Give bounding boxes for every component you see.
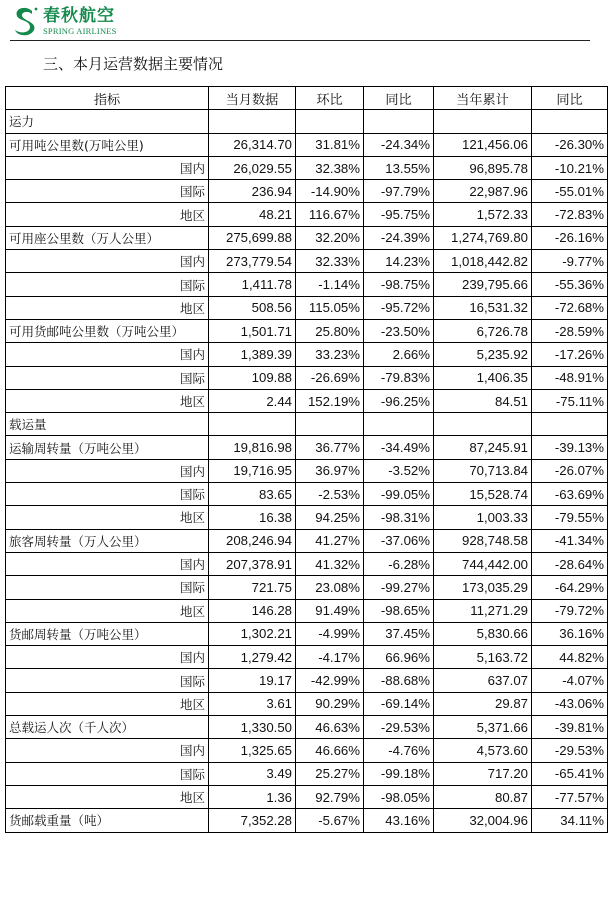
- cell-mom: 31.81%: [296, 133, 364, 156]
- cell-ytd: 80.87: [434, 785, 532, 808]
- cell-yoy: -24.34%: [364, 133, 434, 156]
- cell-ytd: 22,987.96: [434, 180, 532, 203]
- cell-yoy: -6.28%: [364, 552, 434, 575]
- table-row: [6, 552, 608, 575]
- cell-ytd-yoy: 44.82%: [532, 646, 608, 669]
- cell-ytd: 1,274,769.80: [434, 226, 532, 249]
- table-row: [6, 809, 608, 832]
- cell-monthly-data: [209, 413, 296, 436]
- cell-mom: -2.53%: [296, 483, 364, 506]
- table-row: [6, 319, 608, 342]
- table-row: [6, 716, 608, 739]
- cell-ytd-yoy: -75.11%: [532, 389, 608, 412]
- cell-ytd-yoy: -9.77%: [532, 250, 608, 273]
- sub-indicator-label: 国际: [6, 762, 209, 785]
- cell-monthly-data: 1,279.42: [209, 646, 296, 669]
- table-row: [6, 622, 608, 645]
- cell-monthly-data: 146.28: [209, 599, 296, 622]
- cell-ytd-yoy: -26.30%: [532, 133, 608, 156]
- cell-yoy: [364, 413, 434, 436]
- cell-ytd: 11,271.29: [434, 599, 532, 622]
- cell-ytd-yoy: -39.81%: [532, 716, 608, 739]
- table-row: [6, 739, 608, 762]
- cell-ytd-yoy: -39.13%: [532, 436, 608, 459]
- cell-ytd: 1,018,442.82: [434, 250, 532, 273]
- cell-mom: 32.20%: [296, 226, 364, 249]
- sub-indicator-label: 国际: [6, 483, 209, 506]
- table-row: [6, 366, 608, 389]
- cell-monthly-data: 3.61: [209, 692, 296, 715]
- table-row: [6, 762, 608, 785]
- cell-yoy: -99.05%: [364, 483, 434, 506]
- cell-monthly-data: 83.65: [209, 483, 296, 506]
- cell-monthly-data: 19.17: [209, 669, 296, 692]
- cell-yoy: 43.16%: [364, 809, 434, 832]
- cell-mom: 90.29%: [296, 692, 364, 715]
- cell-ytd-yoy: -64.29%: [532, 576, 608, 599]
- cell-yoy: -98.05%: [364, 785, 434, 808]
- cell-yoy: -98.75%: [364, 273, 434, 296]
- cell-ytd-yoy: -72.83%: [532, 203, 608, 226]
- cell-ytd-yoy: -28.64%: [532, 552, 608, 575]
- cell-ytd: 928,748.58: [434, 529, 532, 552]
- table-row: [6, 273, 608, 296]
- logo-cn-text: 春秋航空: [43, 5, 115, 26]
- cell-ytd-yoy: 34.11%: [532, 809, 608, 832]
- cell-mom: 36.97%: [296, 459, 364, 482]
- cell-ytd-yoy: -77.57%: [532, 785, 608, 808]
- cell-monthly-data: 236.94: [209, 180, 296, 203]
- indicator-label: 总载运人次（千人次）: [6, 716, 209, 739]
- cell-ytd: [434, 110, 532, 133]
- cell-ytd: 1,572.33: [434, 203, 532, 226]
- table-row: [6, 343, 608, 366]
- cell-ytd-yoy: [532, 110, 608, 133]
- cell-ytd: 5,163.72: [434, 646, 532, 669]
- table-row: [6, 669, 608, 692]
- cell-mom: 152.19%: [296, 389, 364, 412]
- cell-ytd: 5,830.66: [434, 622, 532, 645]
- cell-yoy: 13.55%: [364, 156, 434, 179]
- cell-ytd: 239,795.66: [434, 273, 532, 296]
- cell-ytd-yoy: -4.07%: [532, 669, 608, 692]
- cell-mom: [296, 110, 364, 133]
- sub-indicator-label: 国内: [6, 552, 209, 575]
- cell-monthly-data: [209, 110, 296, 133]
- sub-indicator-label: 国内: [6, 156, 209, 179]
- indicator-label: 运输周转量（万吨公里）: [6, 436, 209, 459]
- cell-ytd-yoy: -10.21%: [532, 156, 608, 179]
- column-header-yoy: 同比: [364, 87, 434, 110]
- cell-ytd-yoy: [532, 413, 608, 436]
- sub-indicator-label: 国内: [6, 739, 209, 762]
- cell-yoy: -3.52%: [364, 459, 434, 482]
- column-header-indicator: 指标: [6, 87, 209, 110]
- table-row: [6, 250, 608, 273]
- logo-en-text: SPRING AIRLINES: [43, 25, 117, 36]
- table-row: [6, 506, 608, 529]
- cell-mom: 41.27%: [296, 529, 364, 552]
- sub-indicator-label: 国际: [6, 273, 209, 296]
- table-row: [6, 785, 608, 808]
- cell-ytd: 4,573.60: [434, 739, 532, 762]
- cell-ytd: 637.07: [434, 669, 532, 692]
- cell-mom: -1.14%: [296, 273, 364, 296]
- spring-logo-icon: [10, 5, 40, 37]
- cell-mom: 25.80%: [296, 319, 364, 342]
- cell-monthly-data: 19,816.98: [209, 436, 296, 459]
- cell-monthly-data: 1,389.39: [209, 343, 296, 366]
- cell-ytd: 70,713.84: [434, 459, 532, 482]
- sub-indicator-label: 国际: [6, 180, 209, 203]
- cell-yoy: -37.06%: [364, 529, 434, 552]
- cell-yoy: -95.75%: [364, 203, 434, 226]
- cell-monthly-data: 207,378.91: [209, 552, 296, 575]
- table-row: [6, 156, 608, 179]
- table-row: [6, 296, 608, 319]
- section-row: [6, 413, 608, 436]
- cell-ytd-yoy: -48.91%: [532, 366, 608, 389]
- cell-monthly-data: 19,716.95: [209, 459, 296, 482]
- cell-ytd: 5,235.92: [434, 343, 532, 366]
- cell-yoy: -4.76%: [364, 739, 434, 762]
- sub-indicator-label: 国内: [6, 459, 209, 482]
- table-row: [6, 180, 608, 203]
- cell-monthly-data: 721.75: [209, 576, 296, 599]
- table-row: [6, 459, 608, 482]
- table-row: [6, 389, 608, 412]
- cell-ytd: 173,035.29: [434, 576, 532, 599]
- cell-ytd-yoy: -79.55%: [532, 506, 608, 529]
- cell-yoy: 14.23%: [364, 250, 434, 273]
- column-header-monthly-data: 当月数据: [209, 87, 296, 110]
- cell-yoy: -34.49%: [364, 436, 434, 459]
- sub-indicator-label: 国内: [6, 250, 209, 273]
- cell-mom: 32.38%: [296, 156, 364, 179]
- cell-monthly-data: 1.36: [209, 785, 296, 808]
- cell-ytd: 1,406.35: [434, 366, 532, 389]
- cell-monthly-data: 208,246.94: [209, 529, 296, 552]
- cell-ytd-yoy: -41.34%: [532, 529, 608, 552]
- cell-ytd: 717.20: [434, 762, 532, 785]
- cell-monthly-data: 1,411.78: [209, 273, 296, 296]
- cell-mom: -4.99%: [296, 622, 364, 645]
- sub-indicator-label: 地区: [6, 692, 209, 715]
- cell-mom: 25.27%: [296, 762, 364, 785]
- cell-mom: 32.33%: [296, 250, 364, 273]
- cell-mom: 23.08%: [296, 576, 364, 599]
- cell-monthly-data: 508.56: [209, 296, 296, 319]
- cell-ytd: 744,442.00: [434, 552, 532, 575]
- cell-ytd-yoy: -26.16%: [532, 226, 608, 249]
- cell-ytd-yoy: -72.68%: [532, 296, 608, 319]
- cell-ytd-yoy: -28.59%: [532, 319, 608, 342]
- cell-monthly-data: 1,501.71: [209, 319, 296, 342]
- cell-ytd-yoy: -55.01%: [532, 180, 608, 203]
- cell-yoy: 37.45%: [364, 622, 434, 645]
- cell-monthly-data: 1,325.65: [209, 739, 296, 762]
- cell-yoy: -79.83%: [364, 366, 434, 389]
- column-header-mom: 环比: [296, 87, 364, 110]
- section-label: 载运量: [6, 413, 209, 436]
- cell-yoy: 2.66%: [364, 343, 434, 366]
- cell-monthly-data: 48.21: [209, 203, 296, 226]
- cell-yoy: [364, 110, 434, 133]
- cell-yoy: -98.31%: [364, 506, 434, 529]
- table-row: [6, 529, 608, 552]
- cell-yoy: -23.50%: [364, 319, 434, 342]
- cell-ytd-yoy: -65.41%: [532, 762, 608, 785]
- cell-yoy: -95.72%: [364, 296, 434, 319]
- cell-mom: 92.79%: [296, 785, 364, 808]
- cell-mom: [296, 413, 364, 436]
- cell-ytd: [434, 413, 532, 436]
- cell-monthly-data: 26,029.55: [209, 156, 296, 179]
- cell-yoy: -99.18%: [364, 762, 434, 785]
- cell-ytd: 121,456.06: [434, 133, 532, 156]
- sub-indicator-label: 国际: [6, 576, 209, 599]
- cell-mom: 41.32%: [296, 552, 364, 575]
- cell-ytd: 96,895.78: [434, 156, 532, 179]
- table-row: [6, 483, 608, 506]
- cell-monthly-data: 109.88: [209, 366, 296, 389]
- sub-indicator-label: 国际: [6, 669, 209, 692]
- cell-mom: 115.05%: [296, 296, 364, 319]
- cell-mom: -42.99%: [296, 669, 364, 692]
- cell-mom: 33.23%: [296, 343, 364, 366]
- cell-mom: 36.77%: [296, 436, 364, 459]
- cell-yoy: 66.96%: [364, 646, 434, 669]
- spring-airlines-logo: [10, 4, 117, 38]
- section-row: [6, 110, 608, 133]
- cell-yoy: -99.27%: [364, 576, 434, 599]
- cell-mom: 116.67%: [296, 203, 364, 226]
- indicator-label: 可用货邮吨公里数（万吨公里）: [6, 319, 209, 342]
- section-label: 运力: [6, 110, 209, 133]
- table-row: [6, 576, 608, 599]
- cell-mom: -14.90%: [296, 180, 364, 203]
- cell-mom: -5.67%: [296, 809, 364, 832]
- cell-ytd: 15,528.74: [434, 483, 532, 506]
- cell-ytd: 16,531.32: [434, 296, 532, 319]
- cell-yoy: -29.53%: [364, 716, 434, 739]
- table-row: [6, 226, 608, 249]
- cell-yoy: -96.25%: [364, 389, 434, 412]
- cell-ytd-yoy: -17.26%: [532, 343, 608, 366]
- section-heading: 三、本月运营数据主要情况: [43, 55, 224, 73]
- cell-yoy: -69.14%: [364, 692, 434, 715]
- cell-yoy: -24.39%: [364, 226, 434, 249]
- table-row: [6, 692, 608, 715]
- cell-monthly-data: 26,314.70: [209, 133, 296, 156]
- cell-mom: 46.63%: [296, 716, 364, 739]
- cell-ytd: 5,371.66: [434, 716, 532, 739]
- cell-yoy: -88.68%: [364, 669, 434, 692]
- cell-monthly-data: 1,330.50: [209, 716, 296, 739]
- cell-monthly-data: 273,779.54: [209, 250, 296, 273]
- sub-indicator-label: 地区: [6, 203, 209, 226]
- table-row: [6, 436, 608, 459]
- sub-indicator-label: 地区: [6, 389, 209, 412]
- sub-indicator-label: 地区: [6, 506, 209, 529]
- cell-ytd-yoy: -26.07%: [532, 459, 608, 482]
- cell-monthly-data: 2.44: [209, 389, 296, 412]
- cell-monthly-data: 275,699.88: [209, 226, 296, 249]
- cell-ytd-yoy: -55.36%: [532, 273, 608, 296]
- cell-mom: -26.69%: [296, 366, 364, 389]
- operating-data-table: [5, 86, 608, 833]
- indicator-label: 可用座公里数（万人公里）: [6, 226, 209, 249]
- cell-ytd: 1,003.33: [434, 506, 532, 529]
- table-row: [6, 203, 608, 226]
- table-header-row: [6, 87, 608, 110]
- cell-yoy: -98.65%: [364, 599, 434, 622]
- sub-indicator-label: 地区: [6, 296, 209, 319]
- cell-ytd: 87,245.91: [434, 436, 532, 459]
- cell-ytd-yoy: -29.53%: [532, 739, 608, 762]
- cell-monthly-data: 1,302.21: [209, 622, 296, 645]
- cell-ytd-yoy: -79.72%: [532, 599, 608, 622]
- cell-mom: 46.66%: [296, 739, 364, 762]
- cell-ytd-yoy: -43.06%: [532, 692, 608, 715]
- sub-indicator-label: 地区: [6, 785, 209, 808]
- indicator-label: 货邮周转量（万吨公里）: [6, 622, 209, 645]
- cell-ytd-yoy: -63.69%: [532, 483, 608, 506]
- cell-yoy: -97.79%: [364, 180, 434, 203]
- cell-monthly-data: 7,352.28: [209, 809, 296, 832]
- cell-mom: -4.17%: [296, 646, 364, 669]
- sub-indicator-label: 国内: [6, 343, 209, 366]
- header-divider: [10, 40, 590, 41]
- cell-mom: 94.25%: [296, 506, 364, 529]
- cell-monthly-data: 16.38: [209, 506, 296, 529]
- indicator-label: 可用吨公里数(万吨公里): [6, 133, 209, 156]
- indicator-label: 货邮载重量（吨）: [6, 809, 209, 832]
- table-row: [6, 646, 608, 669]
- sub-indicator-label: 国际: [6, 366, 209, 389]
- column-header-ytd-yoy: 同比: [532, 87, 608, 110]
- sub-indicator-label: 国内: [6, 646, 209, 669]
- table-row: [6, 599, 608, 622]
- table-row: [6, 133, 608, 156]
- cell-ytd: 29.87: [434, 692, 532, 715]
- cell-monthly-data: 3.49: [209, 762, 296, 785]
- cell-ytd-yoy: 36.16%: [532, 622, 608, 645]
- cell-ytd: 6,726.78: [434, 319, 532, 342]
- sub-indicator-label: 地区: [6, 599, 209, 622]
- column-header-ytd: 当年累计: [434, 87, 532, 110]
- indicator-label: 旅客周转量（万人公里）: [6, 529, 209, 552]
- cell-ytd: 32,004.96: [434, 809, 532, 832]
- cell-mom: 91.49%: [296, 599, 364, 622]
- cell-ytd: 84.51: [434, 389, 532, 412]
